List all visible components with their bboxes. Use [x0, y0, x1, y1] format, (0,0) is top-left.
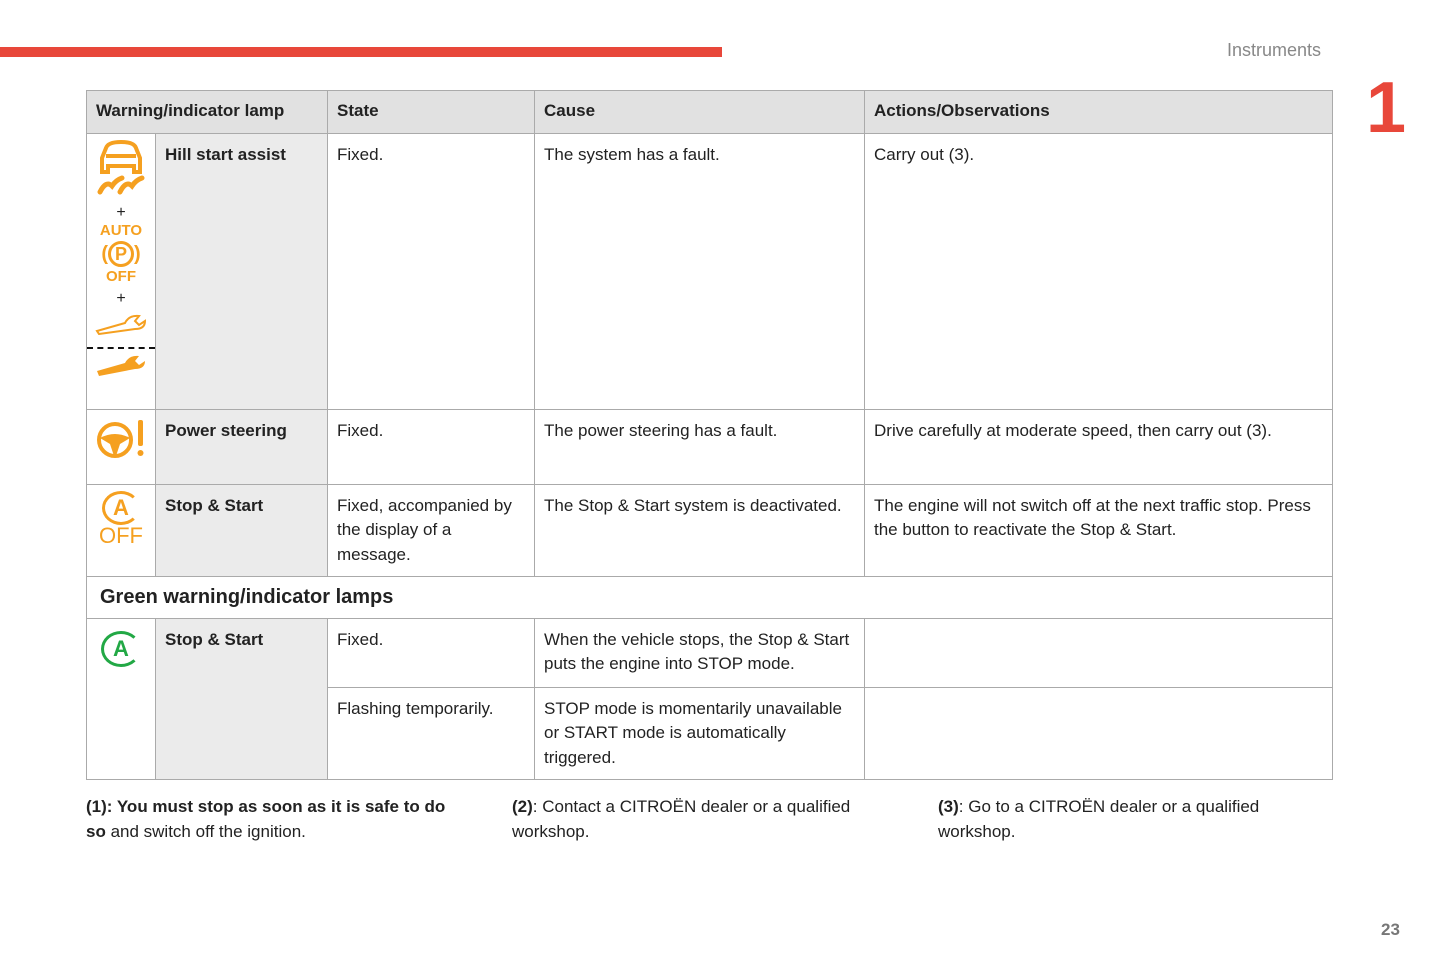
wrench-outline-icon: [95, 313, 147, 335]
action: [865, 687, 1333, 780]
state: Fixed.: [328, 409, 535, 484]
auto-label: AUTO: [99, 222, 143, 239]
car-skid-icon: [96, 140, 146, 196]
table-header: [87, 91, 1333, 134]
plus-sign: +: [116, 204, 126, 221]
action: The engine will not switch off at the next traffic stop. Press the button to reactivate the Stop & Start.: [865, 484, 1333, 577]
page-number: 23: [1381, 920, 1400, 939]
header-accent-bar: [0, 47, 722, 57]
col-actions: Actions/Observations: [865, 91, 1333, 134]
col-state: State: [328, 91, 535, 134]
state: Fixed.: [328, 133, 535, 409]
hill-start-icons: [87, 133, 156, 409]
group-header: [87, 577, 1333, 619]
table-row: [87, 409, 1333, 484]
stop-start-off-icon: A OFF: [87, 484, 156, 577]
col-cause: Cause: [535, 91, 865, 134]
lamp-name: Power steering: [156, 409, 328, 484]
cause: The system has a fault.: [535, 133, 865, 409]
separator-dashed: [87, 347, 155, 349]
action: Drive carefully at moderate speed, then carry out (3).: [865, 409, 1333, 484]
note-1: (1): You must stop as soon as it is safe to do so and switch off the ignition.: [86, 797, 446, 841]
table-row: [87, 618, 1333, 687]
power-steering-icon: [87, 409, 156, 484]
warning-lamps-table: [86, 90, 1333, 780]
state: Flashing temporarily.: [328, 687, 535, 780]
note-3: (3): Go to a CITROËN dealer or a qualified workshop.: [938, 797, 1260, 841]
parking-brake-icon: ( P ): [101, 243, 141, 265]
action: Carry out (3).: [865, 133, 1333, 409]
action: [865, 618, 1333, 687]
wrench-solid-icon: [95, 353, 147, 377]
state: Fixed.: [328, 618, 535, 687]
lamp-name: Stop & Start: [156, 484, 328, 577]
lamp-name: Stop & Start: [156, 618, 328, 780]
cause: The power steering has a fault.: [535, 409, 865, 484]
cause: STOP mode is momentarily unavailable or START mode is automatically triggered.: [535, 687, 865, 780]
table-row: [87, 133, 1333, 409]
chapter-number: 1: [1366, 68, 1407, 148]
col-lamp: Warning/indicator lamp: [87, 91, 328, 134]
green-group-title: Green warning/indicator lamps: [87, 577, 1333, 619]
stop-start-green-icon: A: [87, 618, 156, 780]
table-row: [87, 484, 1333, 577]
plus-sign: +: [116, 290, 126, 307]
cause: The Stop & Start system is deactivated.: [535, 484, 865, 577]
cause: When the vehicle stops, the Stop & Start puts the engine into STOP mode.: [535, 618, 865, 687]
off-label: OFF: [106, 268, 136, 285]
note-2: (2): Contact a CITROËN dealer or a qualified workshop.: [512, 797, 851, 841]
lamp-name: Hill start assist: [156, 133, 328, 409]
state: Fixed, accompanied by the display of a message.: [328, 484, 535, 577]
section-title: Instruments: [1227, 40, 1322, 60]
